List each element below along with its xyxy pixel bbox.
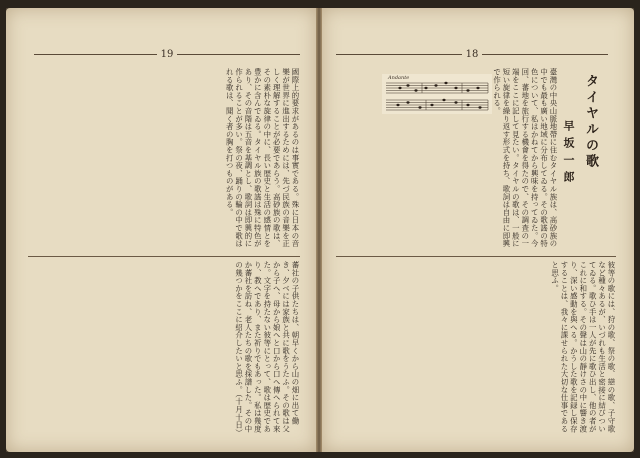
book-spread (6, 8, 634, 452)
left-text-lower: 蕃社の子供たちは、朝早くから山の畑に出て働き、夕べには家族と共に歌をうたふ。その歌は父から子へ、母から娘へと口から口へ傳へられて來た。文字を持たない彼等にとって、歌は歴史であり、教へであり、また祈りでもあった。私は幾度か蕃社を訪ね、老人たちの歌を採譜した。その中の幾つかをここに紹介したいと思ふ。（十月十日） (234, 261, 300, 437)
left-page-header (34, 48, 300, 60)
right-page (322, 8, 634, 452)
header-rule (177, 54, 300, 55)
left-page-number: 19 (160, 48, 174, 60)
right-page-header (336, 48, 608, 60)
header-rule (336, 54, 462, 55)
header-rule (482, 54, 608, 55)
article-title: タイヤルの歌 (583, 74, 598, 170)
article-author: 早坂一郎 (562, 120, 575, 188)
tempo-marking: Andante (388, 75, 410, 81)
left-page (6, 8, 316, 452)
left-text-upper: 國際上的要求があるのは事實である。殊に日本の音樂が世界に進出するためには、先づ民族の音樂を正しく理解することが必要であらう。高砂族の歌は、その素朴な旋律の中に、長い歴史と生活の感情とを豊かに含んでゐる。タイヤル族の歌謠は殊に特色があり、その音階は五音を基調とし、歌詞は即興的に作られることが多い。祭の夜、踊りの輪の中で歌はれる歌は、聞く者の胸を打つものがある。 (225, 68, 300, 248)
right-text-upper: 臺灣の中央山脈地帶に住むタイヤル族は、高砂族の中でも最も廣い地域に分布してゐる。その歌謠の特色について、私はかねてから興味を持ってゐた。今回、蕃地を旅行する機會を得たので、その調査の一端をここに記して見たい。タイヤルの歌は、一般に短い旋律を繰り返す形式を持ち、歌詞は自由に即興で作られる。 (492, 68, 558, 248)
right-page-number: 18 (465, 48, 479, 60)
right-text-lower: 彼等の歌には、狩の歌、祭の歌、戀の歌、子守歌など種々あるが、いづれも生活と密接に結びついてゐる。歌ひ手は一人が先に歌ひ出し、他の者がこれに和する。その聲は山の靜けさの中に響き渡り、深い感動を與へる。かうした歌を記録し保存することは、我々に課せられた大切な仕事であると思ふ。 (550, 261, 616, 433)
section-divider (28, 256, 300, 257)
header-rule (34, 54, 157, 55)
section-divider (336, 256, 616, 257)
